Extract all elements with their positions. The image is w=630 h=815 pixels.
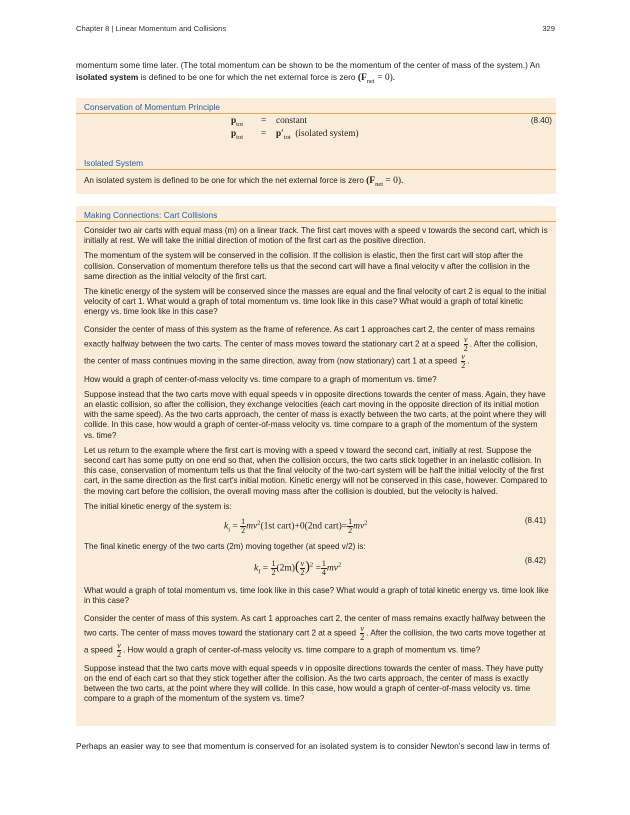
equation-8-40-line2: $p_{tot}$ = $p'_{tot}$ (isolated system) xyxy=(231,129,359,141)
intro-paragraph: momentum some time later. (The total momentum can be shown to be the momentum of the center of mass of the system.) An isolated system is defined to be one for which the net external force is zero $(F_{net} = 0)$. xyxy=(76,60,540,85)
paragraph: Suppose instead that the two carts move with equal speeds v in opposite directions towards the center of mass. They have putty on the end of each cart so that they stick together after the collision. As the two carts approach, the center of mass is exactly between the two carts, at the point where they will collide. In this case, how would a graph of center-of-mass velocity vs. time compare to a graph of the momentum of the system vs. time? xyxy=(84,663,544,704)
paragraph: The initial kinetic energy of the system is: xyxy=(84,501,232,511)
isolated-system-term: isolated system xyxy=(76,71,139,82)
conservation-principle-box xyxy=(76,98,556,154)
paragraph: How would a graph of center-of-mass velocity vs. time compare to a graph of momentum vs. time? xyxy=(84,374,437,384)
v-over-2-fraction: $\frac{v}{2}$ xyxy=(463,334,468,353)
paragraph: The kinetic energy of the system will be conserved since the masses are equal and the final velocity of cart 2 is equal to the initial velocity of cart 1. What would a graph of total momentum vs. time look like in this case? What would a graph of total kinetic energy vs. time look like in this case? xyxy=(84,287,547,317)
paragraph: Consider the center of mass of this system. As cart 1 approaches cart 2, the center of mass remains exactly halfway between the two carts. The center of mass moves toward the stationary cart 2 at a speed $\frac{v}{2}$ . After the collision, the two carts move together at a speed $\frac{v}{2}$ . How would a graph of center-of-mass velocity vs. time compare to a graph of momentum vs. time? xyxy=(84,613,546,659)
paragraph: What would a graph of total momentum vs. time look like in this case? What would a graph of total kinetic energy vs. time look like in this case? xyxy=(84,586,549,606)
page-number: 329 xyxy=(542,24,555,33)
box-title: Conservation of Momentum Principle xyxy=(84,102,221,112)
isolated-system-text: An isolated system is defined to be one for which the net external force is zero $(F_{net} = 0)$. xyxy=(84,176,404,188)
paragraph: Let us return to the example where the first cart is moving with a speed v toward the second cart, initially at rest. Suppose the second cart has some putty on one end so that, when the collision occurs, the two carts stick together in an inelastic collision. In this case, conservation of momentum tells us that the final velocity of the two-cart system will be half the initial velocity of the first cart, in the same direction as the first cart's initial motion. Kinetic energy will not be conserved in this case, however. Compared to the moving cart before the collision, the overall moving mass after the collision is doubled, but the velocity is halved. xyxy=(84,445,548,496)
isolated-system-box xyxy=(76,154,556,194)
equation-8-42: $k_f$ = $\frac{1}{2}$ (2m)( $\frac{v}{2}$ )$^2$ = $\frac{1}{4}$ $mv^2$ (8.42) xyxy=(254,556,546,578)
box-title: Isolated System xyxy=(84,158,144,168)
paragraph: Consider the center of mass of this system as the frame of reference. As cart 1 approaches cart 2, the center of mass remains exactly halfway between the two carts. The center of mass moves toward the stationary cart 2 at a speed $\frac{v}{2}$ . After the collision, the center of mass continues moving in the same direction, away from (now stationary) cart 1 at a speed $\frac{v}{2}$ . xyxy=(84,324,538,370)
making-connections-box xyxy=(76,206,556,726)
chapter-header: Chapter 8 | Linear Momentum and Collisions xyxy=(76,24,227,33)
paragraph: Suppose instead that the two carts move with equal speeds v in opposite directions towards the center of mass. Again, they have an elastic collision, so after the collision, they exchange velocities (each cart moving in the opposite direction of its initial motion with the same speed). As the two carts approach, the center of mass is exactly between the two carts, at the point where they will collide. In this case, how would a graph of center-of-mass velocity vs. time compare to a graph of the momentum of the system vs. time? xyxy=(84,389,547,440)
v-over-2-fraction: $\frac{v}{2}$ xyxy=(461,351,466,370)
equation-number: (8.40) xyxy=(530,116,552,125)
v-over-2-fraction: $\frac{v}{2}$ xyxy=(360,623,365,642)
box-title: Making Connections: Cart Collisions xyxy=(84,210,218,220)
paragraph: The momentum of the system will be conserved in the collision. If the collision is elastic, then the first cart will stop after the collision. Conservation of momentum therefore tells us that the second cart will have a final velocity v after the collision in the same direction as the initial velocity of the first cart. xyxy=(84,251,530,281)
net-force-zero-math: $(F_{net} = 0)$. xyxy=(357,72,396,85)
equation-number: (8.42) xyxy=(524,556,546,566)
v-over-2-fraction: $\frac{v}{2}$ xyxy=(117,640,122,659)
equation-number: (8.41) xyxy=(524,516,546,526)
equation-8-40-line1: $p_{tot}$ = constant (8.40) xyxy=(231,116,552,128)
making-connections-body xyxy=(76,222,556,708)
equation-8-41: $k_i$ = $\frac{1}{2}$ $mv^2(1st$ cart)+0(2nd cart)= $\frac{1}{2}$ $mv^2$ (8.41) xyxy=(224,516,546,536)
paragraph: Consider two air carts with equal mass (m) on a linear track. The first cart moves with a speed v towards the second cart, which is initially at rest. We will take the initial direction of motion of the first cart as the positive direction. xyxy=(84,226,548,246)
closing-paragraph: Perhaps an easier way to see that momentum is conserved for an isolated system is to consider Newton’s second law in terms of xyxy=(76,741,550,751)
paragraph: The final kinetic energy of the two carts (2m) moving together (at speed v/2) is: xyxy=(84,542,366,552)
